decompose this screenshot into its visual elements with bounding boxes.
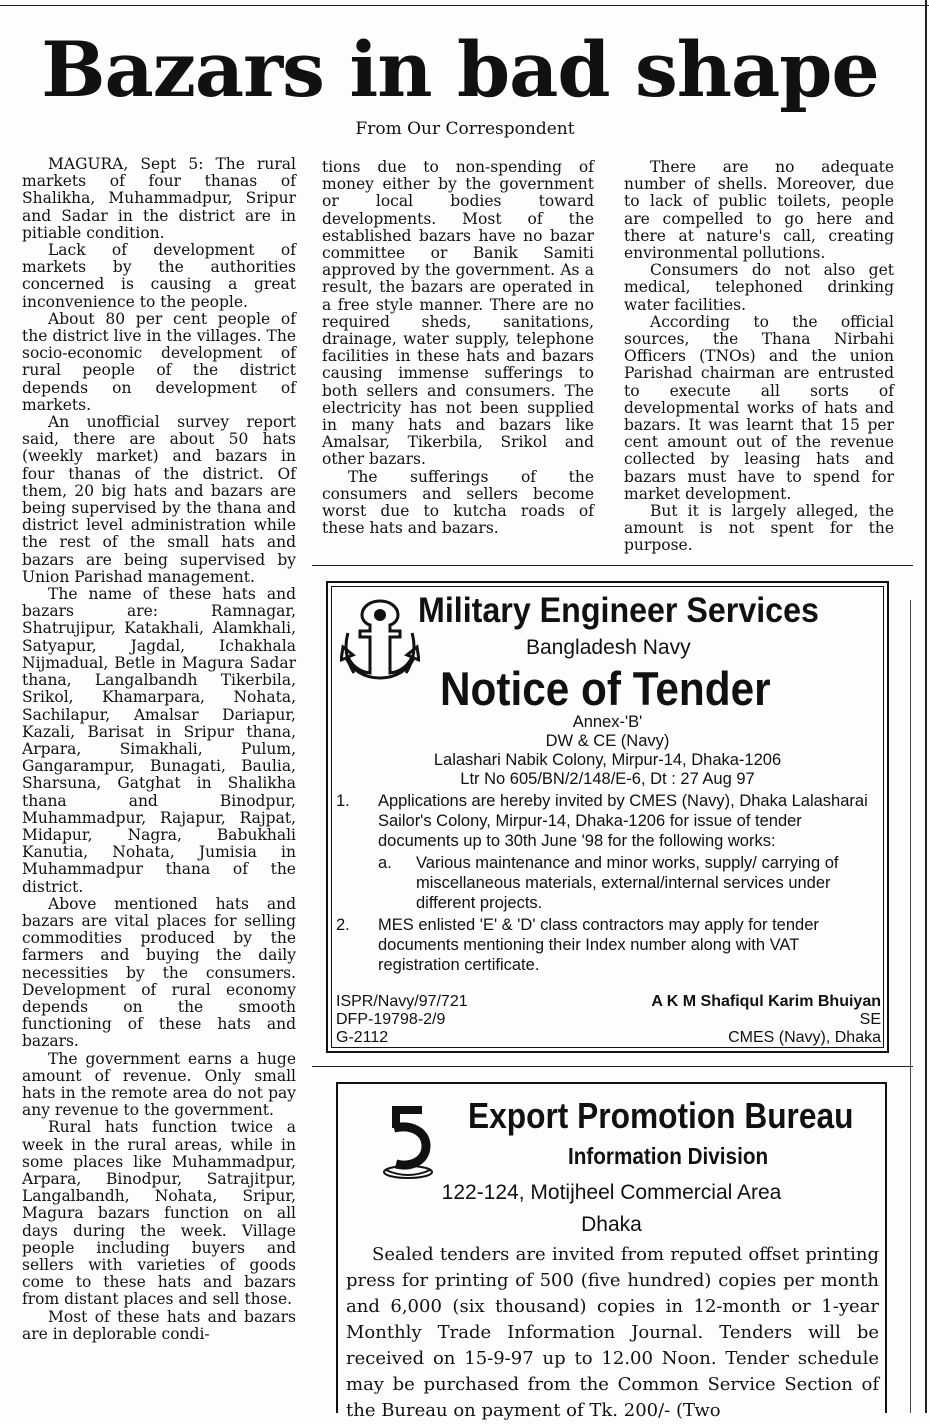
reference-line: ISPR/Navy/97/721 [336,993,468,1010]
item-text: MES enlisted 'E' & 'D' class contractors may apply for tender documents mentioning their Index number along with VAT registration certificate. [378,916,819,974]
epb-tender-ad [336,1082,887,1421]
paragraph: Most of these hats and bazars are in deplorable condi- [22,1307,296,1343]
paragraph: Above mentioned hats and bazars are vital places for selling commodities produced by the farmers and buying the daily necessities by the consumers. Development of rural economy depends on the smooth functioning of these hats and bazars. [22,894,296,1051]
item-number: 2. [336,916,350,934]
list-item [336,853,881,913]
epb-title: Export Promotion Bureau [468,1095,854,1136]
paragraph: According to the official sources, the Thana Nirbahi Officers (TNOs) and the union Parishad chairman are entrusted to execute all sorts of developmental works of hats and bazars. It was learnt that 15 per cent amount out of the revenue collected by leasing hats and bazars must have to spend for market development. [624,312,894,503]
annex-label: Annex-'B' [572,713,643,731]
paragraph: Lack of development of markets by the authorities concerned is causing a great inconvenience to the people. [22,241,296,311]
mes-tender-ad [326,581,889,1053]
reference-line: DFP-19798-2/9 [336,1011,446,1028]
paragraph: The name of these hats and bazars are: Ramnagar, Shatrujipur, Katakhali, Alamkhali, Satyapur, Jagdal, Ichakhala Nijmadual, Betle in Magura Sadar thana, Langalbandh Tikerbila, Srikol, Khamarpara, Nohata, Sachilapur, Amalsar Dariapur, Kazali, Barisat in Sripur thana, Arpara, Simakhali, Pulum, Gangarampur, Bunagati, Baulia, Sharsuna, Gatghat in Shalikha thana and Binodpur, Muhammadpur, Rajapur, Rajpat, Midapur, Nagra, Babukhali Kanutia, Nohata, Jumisia in Muhammadpur thana of the district. [22,585,296,896]
mes-title: Military Engineer Services [418,591,819,630]
signatory-office: CMES (Navy), Dhaka [728,1029,881,1046]
paragraph: An unofficial survey report said, there are about 50 hats (weekly market) and bazars in four thanas of the district. Of them, 20 big hats and bazars are being supervised by the thana and district level administration while the rest of the small hats and bazars are being supervised by Union Parishad management. [22,413,296,586]
paragraph: MAGURA, Sept 5: The rural markets of four thanas of Shalikha, Muhammadpur, Sripur and Sadar in the district are in pitiable condition. [22,155,296,242]
paragraph: tions due to non-spending of money either by the government or local bodies toward developments. Most of the established bazars have no bazar committee or Banik Samiti approved by the government. As a result, the bazars are operated in a free style manner. There are no required sheds, sanitations, drainage, water supply, telephone facilities in these hats and bazars causing immense sufferings to both sellers and consumers. The electricity has not been supplied in many hats and bazars like Amalsar, Tikerbila, Srikol and other bazars. [322,158,594,469]
paragraph: Sealed tenders are invited from reputed offset printing press for printing of 500 (five hundred) copies per month and 6,000 (six thousand) copies in 12-month or 1-year Monthly Trade Information Journal. Tenders will be received on 15-9-97 up to 12.00 Noon. Tender schedule may be purchased from the Common Service Section of the Bureau on payment of Tk. 200/- (Two [346,1244,879,1421]
item-text: Applications are hereby invited by CMES (Navy), Dhaka Lalasharai Sailor's Colony, Mirpur-14, Dhaka-1206 for issue of tender documents up to 30th June '98 for the following works: [378,792,868,850]
article-column-1 [22,156,296,1343]
epb-body [346,1242,879,1424]
article-column-3 [624,159,894,555]
column-rule [910,600,911,1413]
section-divider [312,1066,913,1067]
top-rule [0,0,929,6]
article-column-2 [322,159,594,537]
notice-of-tender-heading: Notice of Tender [440,662,771,715]
paragraph: The sufferings of the consumers and sellers become worst due to kutcha roads of these hats and bazars. [322,467,594,538]
office-address: Lalashari Nabik Colony, Mirpur-14, Dhaka-1206 [433,751,782,769]
byline: From Our Correspondent [355,119,575,139]
mes-subtitle: Bangladesh Navy [526,636,691,659]
item-number: 1. [336,792,350,810]
tender-items [336,791,881,977]
epb-logo-icon [378,1102,438,1182]
section-divider [312,565,913,566]
item-number: a. [378,854,392,872]
paragraph: Rural hats function twice a week in the rural areas, while in some places like Muhammadpur, Arpara, Binodpur, Satrajitpur, Langalbandh, Nohata, Sripur, Magura bazars function on all days during the week. Village people including buyers and sellers with varieties of goods come to these hats and bazars from distant places and sell those. [22,1118,296,1309]
signature-block [651,993,881,1047]
epb-city: Dhaka [581,1213,642,1236]
letter-reference: Ltr No 605/BN/2/148/E-6, Dt : 27 Aug 97 [460,770,755,788]
list-item [336,791,881,851]
right-rule [925,0,927,1413]
signatory-title: SE [859,1011,881,1028]
paragraph: There are no adequate number of shells. Moreover, due to lack of public toilets, people are compelled to go here and there at nature's call, creating environmental pollutions. [624,158,894,263]
reference-line: G-2112 [336,1029,389,1046]
navy-anchor-emblem-icon [340,593,420,693]
paragraph: Consumers do not also get medical, telephoned drinking water facilities. [624,261,894,314]
epb-address: 122-124, Motijheel Commercial Area [441,1181,782,1204]
epb-division: Information Division [568,1143,769,1169]
item-text: Various maintenance and minor works, supply/ carrying of miscellaneous materials, external/internal services under different projects. [416,854,839,912]
list-item [336,915,881,975]
paragraph: About 80 per cent people of the district live in the villages. The socio-economic development of rural people of the district depends on development of markets. [22,309,296,414]
paragraph: But it is largely alleged, the amount is not spent for the purpose. [624,502,894,555]
signatory-name: A K M Shafiqul Karim Bhuiyan [651,993,881,1010]
paragraph: The government earns a huge amount of revenue. Only small hats in the remote area do not pay any revenue to the government. [22,1049,296,1120]
office-label: DW & CE (Navy) [545,732,670,750]
ad-references [336,993,468,1047]
headline: Bazars in bad shape [41,25,879,114]
